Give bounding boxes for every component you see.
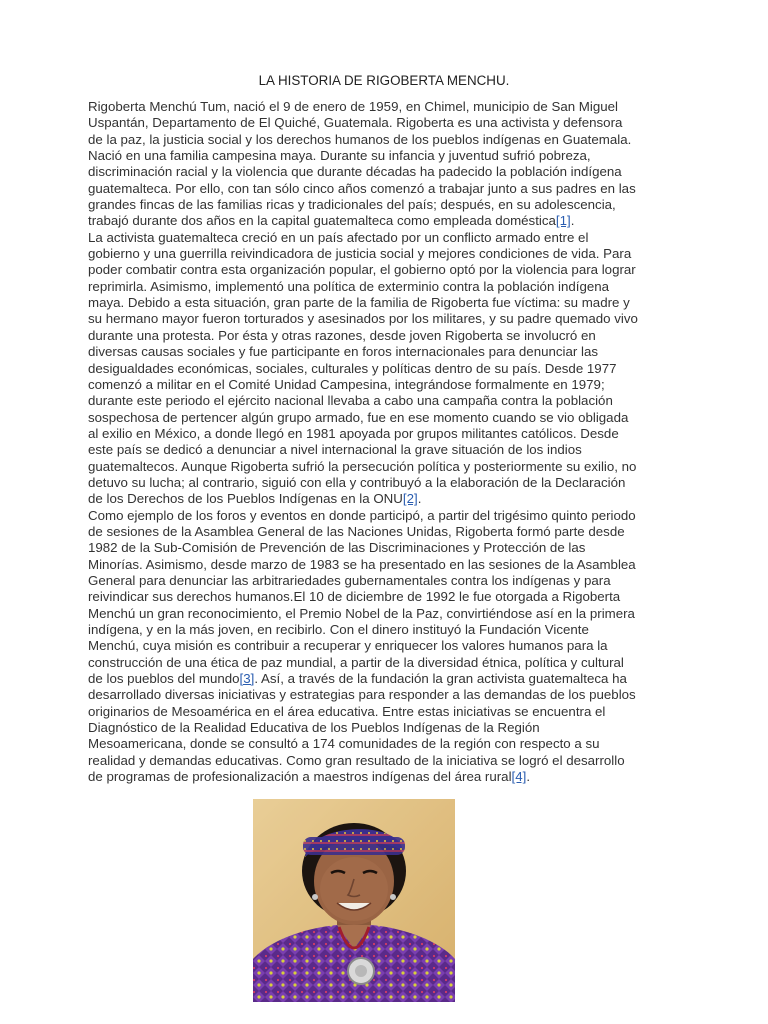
text-line: Como ejemplo de los foros y eventos en donde participó, a partir del trigésimo quinto periodo (88, 507, 636, 523)
text-line: Menchú, cuya misión es contribuir a recuperar y enriquecer los valores humanos para la (88, 638, 608, 654)
paragraph-2 (88, 230, 668, 508)
text-line: diversas causas sociales y fue participante en foros internacionales para denunciar las (88, 344, 599, 360)
text-line: al exilio en México, a donde llegó en 1981 apoyada por grupos militantes católicos. Desde (88, 425, 619, 441)
text-line: durante este periodo el ejército nacional llevaba a cabo una campaña contra la población (88, 393, 613, 409)
text-line: trabajó durante dos años en la capital guatemalteca como empleada doméstica (88, 213, 556, 229)
text-line: Mesoamericana, donde se consultó a 174 comunidades de la región con respecto a su (88, 736, 600, 752)
footnote-link-3[interactable]: [3] (239, 671, 255, 687)
text-line: durante una protesta. Por ésta y otras razones, desde joven Rigoberta se involucró en (88, 327, 596, 343)
text-line: de los Derechos de los Pueblos Indígenas en la ONU (88, 491, 403, 507)
text-line: 1982 de la Sub-Comisión de Prevención de las Discriminaciones y Protección de las (88, 540, 586, 556)
text-line: gobierno y una guerrilla reivindicadora de justicia social y mejores condiciones de vida. Para (88, 246, 632, 262)
text-line: Uspantán, Departamento de El Quiché, Guatemala. Rigoberta es una activista y defensora (88, 115, 623, 131)
text-line: sospechosa de pertencer algún grupo armado, fue en ese momento cuando se vio obligada (88, 409, 629, 425)
text-line: realidad y demandas educativas. Como gran resultado de la iniciativa se logró el desarrollo (88, 752, 625, 768)
text-line: reivindicar sus derechos humanos.El 10 de diciembre de 1992 le fue otorgada a Rigoberta (88, 589, 621, 605)
text-line: discriminación racial y la violencia que durante décadas ha padecido la población indígena (88, 164, 622, 180)
paragraph-3 (88, 508, 668, 786)
text-line: guatemaltecos. Aunque Rigoberta sufrió la persecución política y posteriormente su exilio, no (88, 458, 637, 474)
text-line: este país se dedicó a denunciar a nivel internacional la grave situación de los indios (88, 442, 582, 458)
text-line: de la paz, la justicia social y los derechos humanos de los pueblos indígenas en Guatemala. (88, 131, 632, 147)
text-line: indígena, y en la más joven, en recibirlo. Con el dinero instituyó la Fundación Vicente (88, 622, 589, 637)
text-line: comenzó a militar en el Comité Unidad Campesina, integrándose formalmente en 1979; (88, 376, 605, 392)
text-line: su hermano mayor fueron torturados y asesinados por los militares, y su padre quemado vivo (88, 311, 638, 327)
text-line: General para denunciar las arbitrariedades gubernamentales contra los indígenas y para (88, 572, 611, 588)
text-line: Minorías. Asimismo, desde marzo de 1983 se ha presentado en las sesiones de la Asamblea (88, 556, 636, 572)
text-line: poder combatir contra esta organización popular, el gobierno optó por la violencia para lograr (88, 262, 636, 278)
footnote-link-1[interactable]: [1] (555, 213, 571, 229)
text-line: Rigoberta Menchú Tum, nació el 9 de enero de 1959, en Chimel, municipio de San Miguel (88, 99, 618, 114)
text-line: de programas de profesionalización a maestros indígenas del área rural (88, 769, 512, 785)
text-line: guatemalteca. Por ello, con tan sólo cinco años comenzó a trabajar junto a sus padres en las (88, 180, 636, 196)
text-line: maya. Debido a esta situación, gran parte de la familia de Rigoberta fue víctima: su madre y (88, 295, 630, 311)
text-line: grandes fincas de las familias ricas y tradicionales del país; después, en su adolescencia, (88, 197, 616, 213)
text-punct: . (570, 213, 575, 229)
footnote-link-4[interactable]: [4] (511, 769, 527, 785)
text-punct: . (417, 491, 422, 507)
text-line: de los pueblos del mundo (88, 671, 240, 687)
text-line: desigualdades económicas, sociales, culturales y políticas dentro de su país. Desde 1977 (88, 360, 617, 376)
text-line: detuvo su lucha; al contrario, siguió con ella y contribuyó a la elaboración de la Declaración (88, 474, 626, 490)
text-line: La activista guatemalteca creció en un país afectado por un conflicto armado entre el (88, 229, 589, 245)
portrait-photo (253, 799, 455, 1002)
page-title: LA HISTORIA DE RIGOBERTA MENCHU. (258, 73, 510, 88)
footnote-link-2[interactable]: [2] (402, 491, 418, 507)
text-line: originarios de Mesoamérica en el área educativa. Entre estas iniciativas se encuentra el (88, 703, 606, 719)
text-line: . Así, a través de la fundación la gran activista guatemalteca ha (254, 671, 627, 687)
article-body (88, 99, 668, 785)
text-line: desarrollado diversas iniciativas y estrategias para responder a las demandas de los pueblos (88, 687, 636, 703)
text-line: Diagnóstico de la Realidad Educativa de los Pueblos Indígenas de la Región (88, 720, 540, 736)
text-punct: . (526, 769, 531, 785)
text-line: Nació en una familia campesina maya. Durante su infancia y juventud sufrió pobreza, (88, 148, 591, 164)
text-line: reprimirla. Asimismo, implementó una política de exterminio contra la población indígena (88, 278, 610, 294)
text-line: de sesiones de la Asamblea General de las Naciones Unidas, Rigoberta formó parte desde (88, 523, 625, 539)
text-line: Menchú un gran reconocimiento, el Premio Nobel de la Paz, convirtiéndose así en la primera (88, 605, 635, 621)
text-line: construcción de una ética de paz mundial, a partir de la diversidad étnica, política y cultural (88, 654, 624, 670)
paragraph-1 (88, 99, 668, 230)
